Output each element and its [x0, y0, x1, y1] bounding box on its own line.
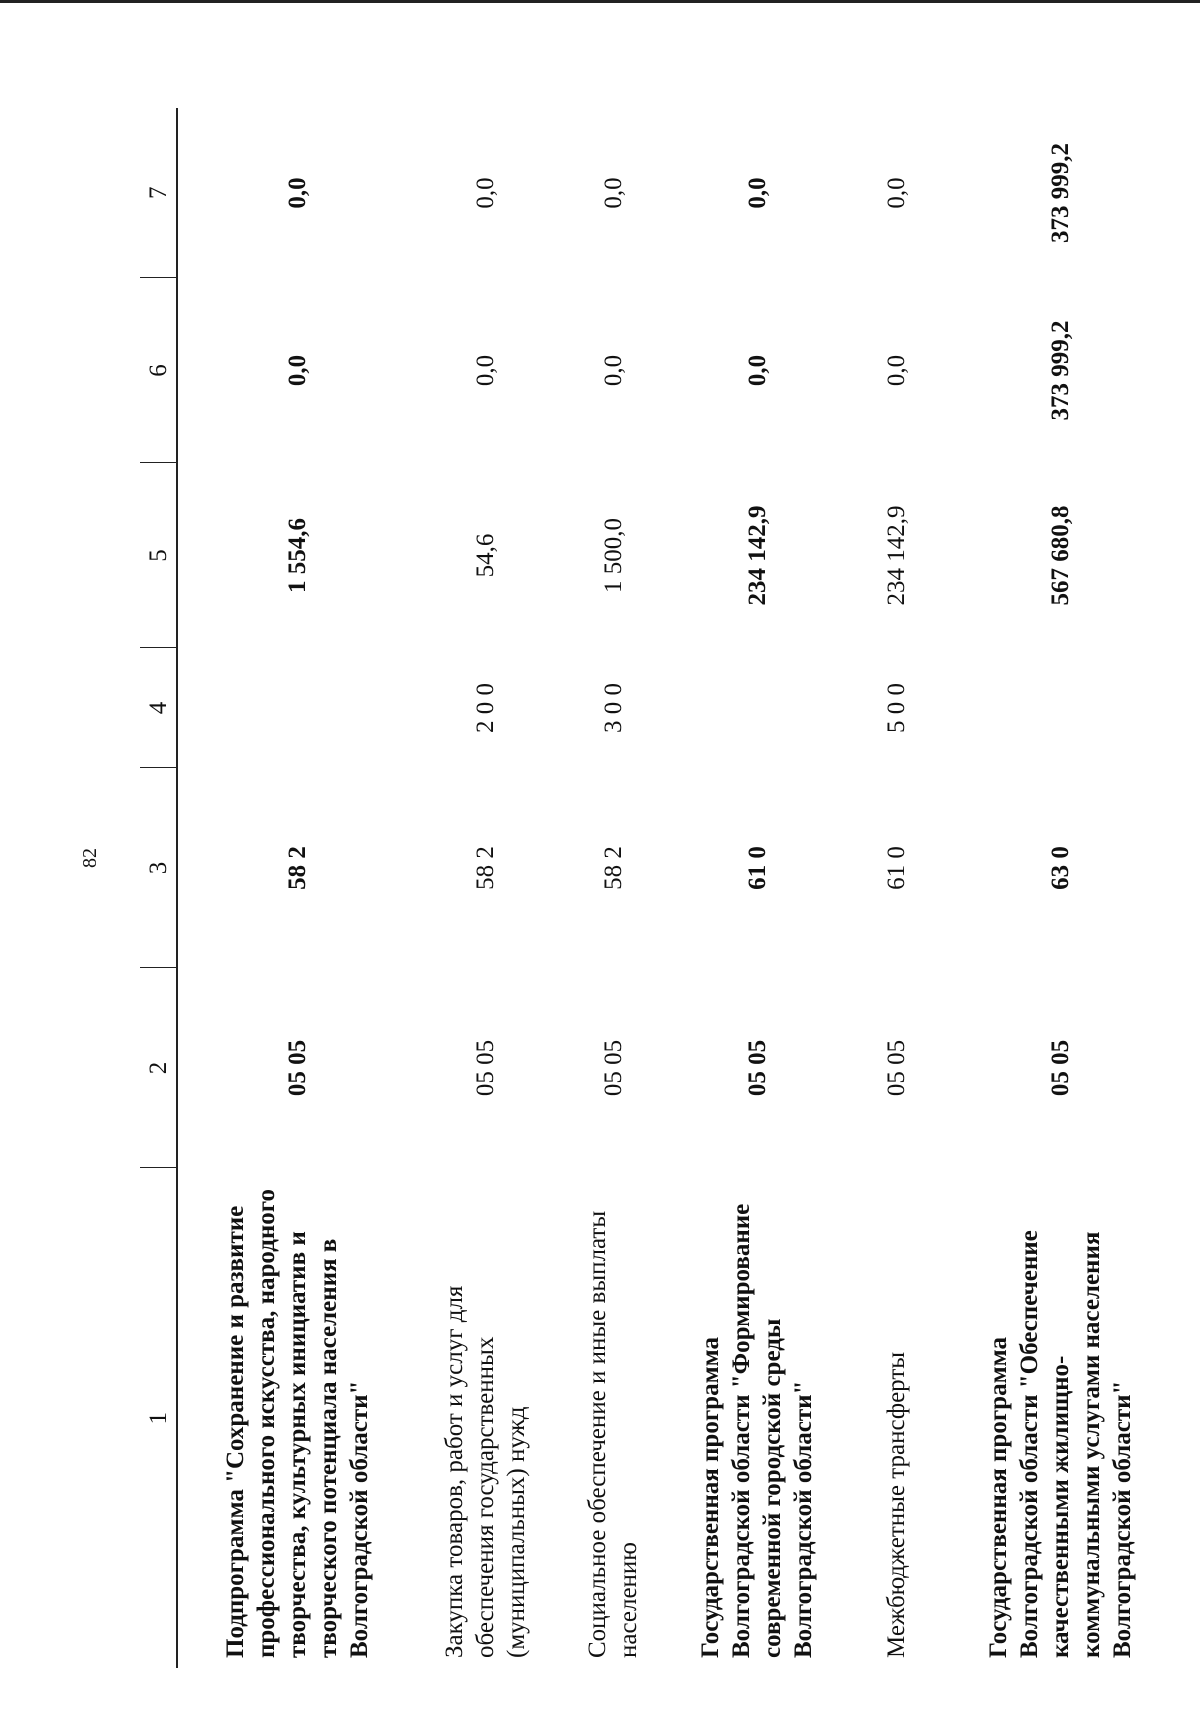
row-type: [668, 648, 842, 768]
row-sum-2: 373 999,2: [1046, 320, 1074, 421]
row-sum-2: 0,0: [743, 354, 771, 387]
table-row: [554, 108, 668, 1668]
row-target: 58 2: [471, 846, 499, 890]
row-section: 05 05: [599, 1039, 627, 1097]
row-name: Подпрограмма "Сохранение и развитие профессионального искусства, народного творчества, культурных инициатив и творческого потенциала населения в Волгоградской области": [221, 1189, 373, 1658]
table-row: [177, 108, 412, 1668]
row-sum-2: 0,0: [283, 354, 311, 387]
row-section: 05 05: [283, 1039, 311, 1097]
row-type: [946, 648, 1170, 768]
row-sum-2: 0,0: [471, 354, 499, 387]
table-row: [668, 108, 842, 1668]
header-col-5: 5: [140, 463, 177, 648]
rotated-table-container: [140, 108, 1136, 1668]
row-sum-3: 0,0: [743, 177, 771, 209]
row-sum-2: 0,0: [599, 354, 627, 387]
page-number: 82: [79, 848, 101, 868]
row-type: 5 0 0: [882, 683, 910, 733]
row-target: 61 0: [882, 846, 910, 890]
row-sum-3: 0,0: [599, 177, 627, 209]
row-sum-3: 373 999,2: [1046, 143, 1074, 243]
row-type: 3 0 0: [599, 683, 627, 733]
header-col-4: 4: [140, 648, 177, 768]
row-target: 58 2: [599, 846, 627, 890]
row-type: [177, 648, 412, 768]
header-col-6: 6: [140, 278, 177, 463]
row-sum-3: 0,0: [471, 177, 499, 209]
table-row: [842, 108, 946, 1668]
row-section: 05 05: [1046, 1039, 1074, 1097]
row-target: 58 2: [283, 846, 311, 890]
budget-table: [140, 108, 1170, 1668]
row-sum-1: 567 680,8: [1046, 505, 1074, 606]
row-sum-1: 234 142,9: [882, 505, 910, 606]
row-sum-1: 234 142,9: [743, 505, 771, 606]
row-sum-3: 0,0: [882, 177, 910, 209]
table-row: [412, 108, 554, 1668]
row-section: 05 05: [743, 1039, 771, 1097]
row-sum-1: 54,6: [471, 533, 499, 578]
row-name: Межбюджетные трансферты: [882, 1351, 910, 1658]
header-row: [140, 108, 177, 1668]
row-name: Государственная программа Волгоградской области "Формирование современной городской среды Волгоградской области": [697, 1203, 817, 1658]
row-sum-1: 1 554,6: [283, 518, 311, 593]
row-target: 61 0: [743, 846, 771, 890]
row-section: 05 05: [471, 1039, 499, 1097]
row-name: Государственная программа Волгоградской области "Обеспечение качественными жилищно-коммунальными услугами населения Волгоградской области": [984, 1230, 1136, 1658]
row-sum-2: 0,0: [882, 354, 910, 387]
header-col-1: 1: [140, 1168, 177, 1668]
row-sum-1: 1 500,0: [599, 518, 627, 593]
row-target: 63 0: [1046, 846, 1074, 890]
header-col-2: 2: [140, 968, 177, 1168]
table-row: [946, 108, 1170, 1668]
row-section: 05 05: [882, 1039, 910, 1097]
header-col-7: 7: [140, 108, 177, 278]
row-name: Закупка товаров, работ и услуг для обеспечения государственных (муниципальных) нужд: [440, 1285, 530, 1658]
table-body: [177, 108, 1170, 1668]
row-name: Социальное обеспечение и иные выплаты населению: [584, 1210, 642, 1658]
row-sum-3: 0,0: [283, 177, 311, 209]
header-col-3: 3: [140, 768, 177, 968]
table-header: [140, 108, 177, 1668]
row-type: 2 0 0: [471, 683, 499, 733]
